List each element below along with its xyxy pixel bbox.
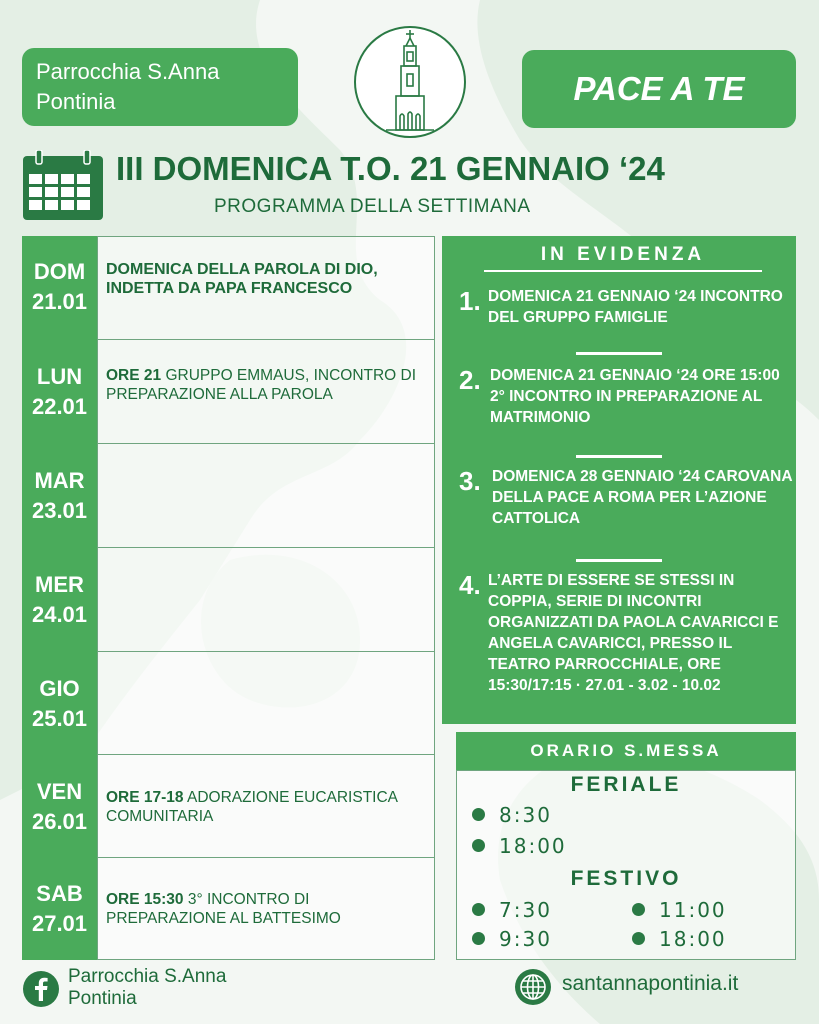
highlight-item-3: DOMENICA 28 GENNAIO ‘24 CAROVANA DELLA PACE A ROMA PER L’AZIONE CATTOLICA xyxy=(492,468,792,527)
highlight-item-4: L’ARTE DI ESSERE SE STESSI IN COPPIA, SERIE DI INCONTRI ORGANIZZATI DA PAOLA CAVARICCI E ANGELA CAVARICCI, PRESSO IL TEATRO PARROCCHIALE, ORE 15:30/17:15 · 27.01 - 3.02 - 10.02 xyxy=(488,572,779,694)
day-label-ven: VEN 26.01 xyxy=(31,779,88,834)
schedule-grid xyxy=(97,236,435,960)
festivo-time: 9:30 xyxy=(472,927,552,951)
church-tower-icon xyxy=(356,28,464,136)
highlight-number: 4. xyxy=(459,570,481,600)
day-label-dom: DOM 21.01 xyxy=(31,259,88,314)
event-dom: DOMENICA DELLA PAROLA DI DIO, INDETTA DA PAPA FRANCESCO xyxy=(106,261,378,297)
calendar-icon xyxy=(22,150,104,222)
row-divider xyxy=(97,443,435,444)
highlight-number: 3. xyxy=(459,466,481,496)
highlights-title: IN EVIDENZA xyxy=(484,244,762,272)
day-label-sab: SAB 27.01 xyxy=(31,881,88,936)
feriale-time: 8:30 xyxy=(472,803,552,827)
row-divider xyxy=(97,651,435,652)
row-divider xyxy=(97,339,435,340)
globe-icon xyxy=(514,968,552,1006)
festivo-time: 18:00 xyxy=(632,927,727,951)
facebook-icon[interactable] xyxy=(22,970,60,1008)
mass-schedule-title: ORARIO S.MESSA xyxy=(456,732,796,770)
page-title: III DOMENICA T.O. 21 GENNAIO ‘24 xyxy=(116,150,665,187)
feriale-time: 18:00 xyxy=(472,834,567,858)
event-ven: ORE 17-18 ADORAZIONE EUCARISTICA COMUNITARIA xyxy=(106,789,398,825)
website-link[interactable]: santannapontinia.it xyxy=(562,972,739,995)
festivo-time: 11:00 xyxy=(632,898,727,922)
parish-name-box xyxy=(22,48,298,126)
day-label-mer: MER 24.01 xyxy=(31,572,88,627)
day-label-mar: MAR 23.01 xyxy=(31,468,88,523)
festivo-time: 7:30 xyxy=(472,898,552,922)
day-label-gio: GIO 25.01 xyxy=(31,676,88,731)
highlight-item-1: DOMENICA 21 GENNAIO ‘24 INCONTRO DEL GRUPPO FAMIGLIE xyxy=(488,288,783,326)
row-divider xyxy=(97,754,435,755)
church-logo xyxy=(354,26,466,138)
highlight-number: 1. xyxy=(459,286,481,316)
highlight-number: 2. xyxy=(459,365,481,395)
footer-parish-line2: Pontinia xyxy=(68,988,137,1009)
row-divider xyxy=(97,857,435,858)
motto-box: PACE A TE xyxy=(522,50,796,128)
event-lun: ORE 21 GRUPPO EMMAUS, INCONTRO DI PREPARAZIONE ALLA PAROLA xyxy=(106,367,417,403)
festivo-label: FESTIVO xyxy=(570,867,682,890)
highlight-separator xyxy=(576,455,662,458)
event-sab: ORE 15:30 3° INCONTRO DI PREPARAZIONE AL BATTESIMO xyxy=(106,891,341,927)
parish-name-line1: Parrocchia S.Anna xyxy=(36,59,220,84)
highlight-item-2: DOMENICA 21 GENNAIO ‘24 ORE 15:00 2° INCONTRO IN PREPARAZIONE AL MATRIMONIO xyxy=(490,367,780,426)
highlight-separator xyxy=(576,559,662,562)
highlight-separator xyxy=(576,352,662,355)
footer-parish-link[interactable] xyxy=(68,966,328,1012)
row-divider xyxy=(97,547,435,548)
day-label-lun: LUN 22.01 xyxy=(31,364,88,419)
page-subtitle: PROGRAMMA DELLA SETTIMANA xyxy=(214,196,531,217)
parish-name-line2: Pontinia xyxy=(36,89,116,114)
feriale-label: FERIALE xyxy=(570,773,682,796)
footer-parish-line1: Parrocchia S.Anna xyxy=(68,966,227,987)
